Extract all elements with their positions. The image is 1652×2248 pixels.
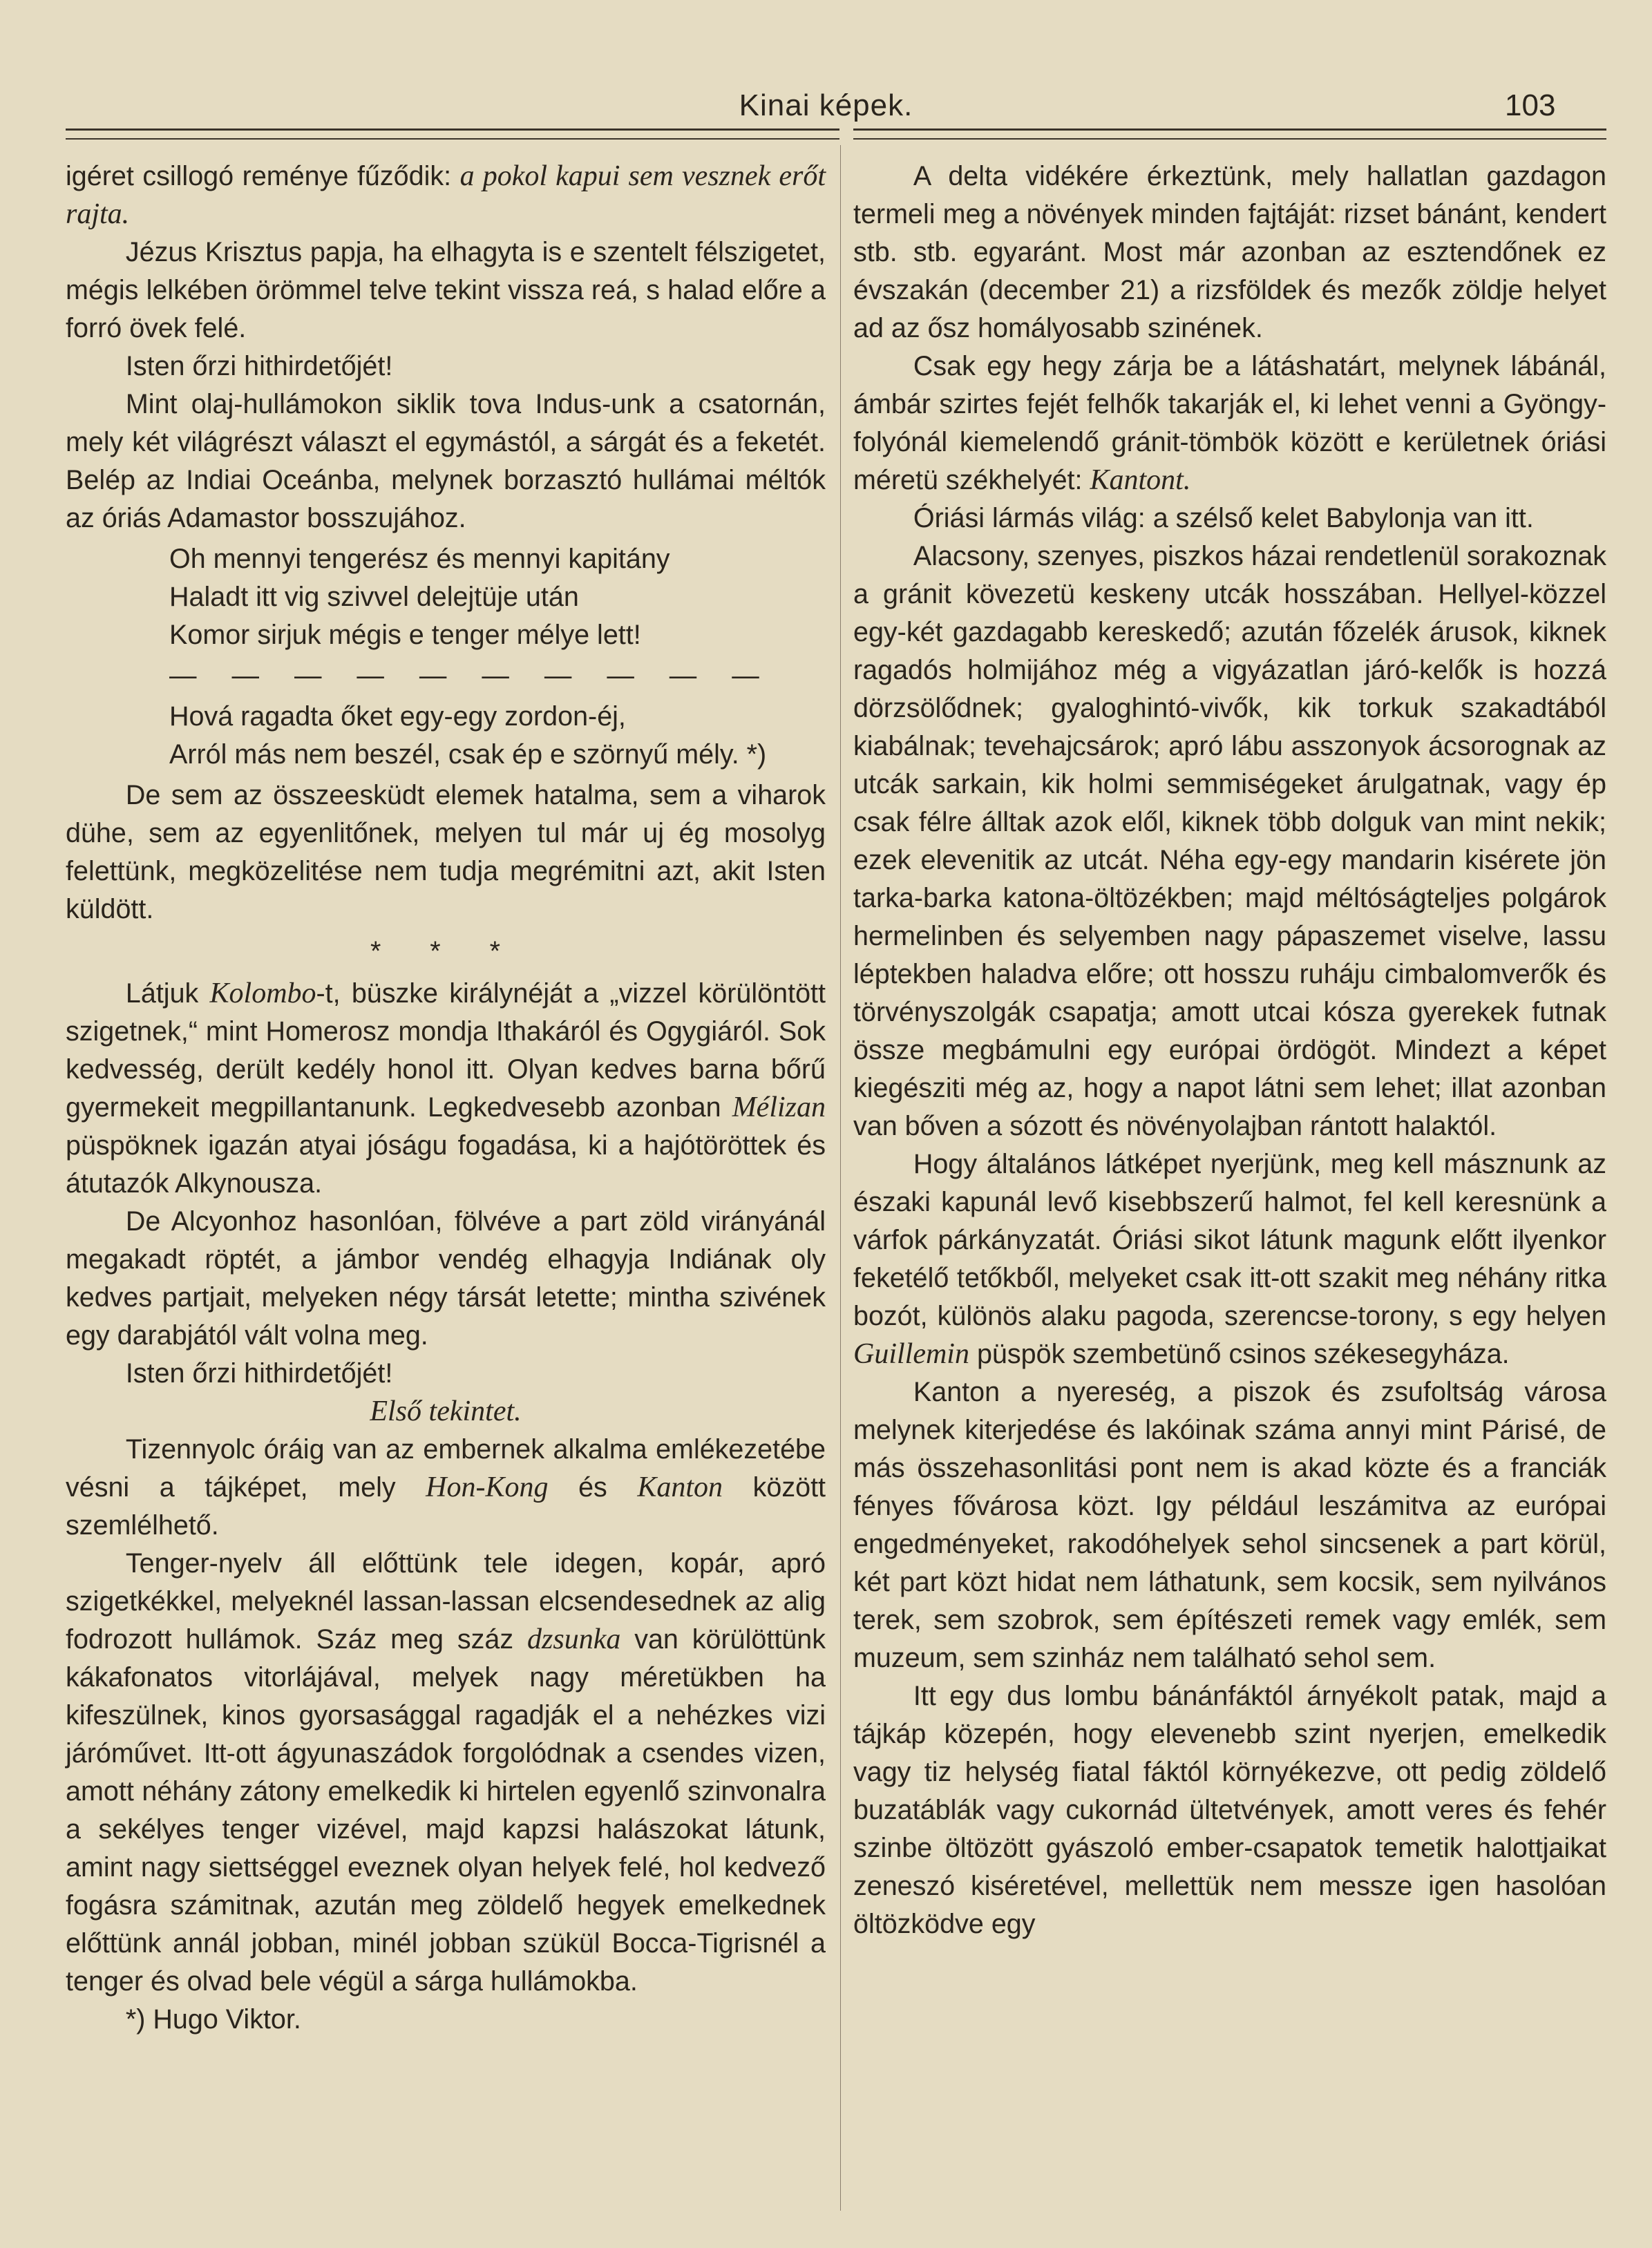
text-run: püspöknek igazán atyai jóságu fogadása, ki a hajótöröttek és átutazók Alkynousza.: [66, 1130, 826, 1199]
section-subtitle: [66, 1393, 826, 1431]
header-rule: [66, 128, 839, 131]
footnote: *) Hugo Viktor.: [125, 2004, 301, 2035]
paragraph: Isten őrzi hithirdetőjét!: [125, 351, 393, 381]
left-column: [66, 158, 826, 2039]
verse-stanza: [169, 698, 826, 774]
right-column: [853, 158, 1606, 1943]
paragraph: A delta vidékére érkeztünk, mely hallatlan gazdagon termeli meg a növények minden fajtáját: rizset bánánt, kendert stb. stb. egyaránt. Most már azonban az esztendőnek ez évszakán (december 21) a rizsföldek és mezők zöldje helyet ad az ősz homályosabb szinének.: [853, 161, 1606, 343]
paragraph: Jézus Krisztus papja, ha elhagyta is e szentelt félszigetet, mégis lelkében örömmel telve tekint vissza reá, s halad előre a forró övek felé.: [66, 237, 826, 343]
verse-line: Haladt itt vig szivvel delejtüje után: [169, 582, 579, 612]
italic-text: Mélizan: [732, 1092, 826, 1123]
paragraph: Mint olaj-hullámokon siklik tova Indus-unk a csatornán, mely két világrészt választ el egymástól, a sárgát és a feketét. Belép az Indiai Oceánba, melynek borzasztó hullámai méltók az óriás Adamastor bosszujához.: [66, 389, 826, 533]
text-run: van körülöttünk kákafonatos vitorlájával, melyek nagy méretükben ha kifeszülnek, kinos gyorsasággal ragadják el a nehézkes vizi járóművet. Itt-ott ágyunaszádok forgolódnak a csendes vizen, amott néhány zátony emelkedik ki hirtelen egyenlő szinvonalra a sekélyes tenger vizével, majd kapzsi halászokat látunk, amint nagy siettséggel eveznek olyan helyek felé, hol kedvező fogásra számitnak, azután meg zöldelő hegyek emelkednek előttünk annál jobban, minél jobban szükül Bocca-Tigrisnél a tenger és olvad bele végül a sárga hullámokba.: [66, 1624, 826, 1997]
page-number: 103: [1505, 88, 1556, 122]
text-run: püspök szembetünő csinos székesegyháza.: [969, 1339, 1510, 1369]
running-header-title: Kinai képek.: [739, 88, 913, 122]
italic-text: dzsunka: [527, 1623, 621, 1655]
section-stars: * * *: [370, 936, 522, 966]
paragraph: Itt egy dus lombu bánánfáktól árnyékolt patak, majd a tájkáp közepén, hogy elevenebb szint nyerjen, emelkedik vagy tiz helység fiatal fáktól környékezve, ott pedig zöldelő buzatáblák vagy cukornád ültetvények, amott veres és fehér szinbe öltözött gyászoló ember-csapatok temetik halottjaikat zeneszó kiséretével, mellettük nem messze igen hasolóan öltözködve egy: [853, 1681, 1606, 1939]
verse-line: Oh mennyi tengerész és mennyi kapitány: [169, 544, 670, 574]
text-run: között szemlélhető.: [66, 1472, 826, 1541]
column-divider: [840, 145, 841, 2211]
verse-separator: — — — — — — — — — —: [169, 660, 773, 691]
paragraph: [66, 158, 826, 234]
italic-text: Hon-Kong: [426, 1471, 549, 1503]
text-run: -t, büszke királynéját a „vizzel körülöntött szigetnek,“ mint Homerosz mondja Ithakáról és Ogygiáról. Sok kedvesség, derült kedély honol itt. Olyan kedves barna bőrű gyermekeit megpillantanunk. Legkedvesebb azonban: [66, 978, 826, 1123]
text-run: Tizennyolc óráig van az embernek alkalma emlékezetébe vésni a tájképet, mely: [66, 1434, 826, 1503]
header-rule: [853, 138, 1606, 140]
verse-line: Hová ragadta őket egy-egy zordon-éj,: [169, 701, 626, 732]
italic-text: Kanton: [637, 1471, 723, 1503]
italic-text: Kolombo: [209, 978, 316, 1009]
verse-stanza: [169, 540, 826, 654]
paragraph: Óriási lármás világ: a szélső kelet Babylonja van itt.: [913, 503, 1534, 533]
paragraph: [66, 1545, 826, 2001]
italic-text: Kantont.: [1090, 464, 1191, 496]
text-run: Látjuk: [125, 978, 210, 1009]
header-rule: [66, 138, 839, 140]
paragraph: [66, 975, 826, 1203]
paragraph: [853, 347, 1606, 499]
paragraph: Alacsony, szenyes, piszkos házai rendetlenül sorakoznak a gránit kövezetü keskeny utcák hosszában. Hellyel-közzel egy-két gazdagabb kereskedő; azután főzelék árusok, kiknek ragadós holmijához még a vigyázatlan járó-kelők is hozzá dörzsölődnek; gyaloghintó-vivők, kik torkuk szakadtából kiabálnak; tevehajcsárok; apró lábu asszonyok ácsorognak az utcák sarkain, kik holmi semmiségeket árulgatnak, vagy ép csak félre álltak azok elől, kiknek több dolguk van mint nekik; ezek elevenitik az utcát. Néha egy-egy mandarin kisérete jön tarka-barka katona-öltözékben; majd méltóságteljes polgárok hermelinben és selyemben nagy pápaszemet viselve, lassu léptekben haladva előre; ott hosszu ruháju cimbalomverők és törvényszolgák csapatja; amott utcai kósza gyerekek futnak össze megbámulni egy európai ördögöt. Mindezt a képet kiegésziti még az, hogy a napot látni sem lehet; illat azonban van bőven a sózott és növényolajban rántott halaktól.: [853, 541, 1606, 1141]
text-run: igéret csillogó reménye fűződik:: [66, 161, 460, 191]
paragraph: Kanton a nyereség, a piszok és zsufoltság városa melynek kiterjedése és lakóinak száma annyi mint Párisé, de más összehasonlitási pont nem is akad közte és a franciák fényes fővárosa közt. Igy például leszámitva az európai engedményeket, rakodóhelyek sehol sincsenek a part körül, két part közt hidat nem láthatunk, sem kocsik, sem nyilvános terek, sem szobrok, sem építészeti remek vagy emlék, sem muzeum, sem szinház nem található sehol sem.: [853, 1377, 1606, 1673]
paragraph: De Alcyonhoz hasonlóan, fölvéve a part zöld virányánál megakadt röptét, a jámbor vendég elhagyja Indiának oly kedves partjait, melyeken négy társát letette; mintha szivének egy darabjától vált volna meg.: [66, 1206, 826, 1351]
text-run: Csak egy hegy zárja be a látáshatárt, melynek lábánál, ámbár szirtes fejét felhők takarják el, ki lehet venni a Gyöngy-folyónál kiemelendő gránit-tömbök között e kerületnek óriási méretü székhelyét:: [853, 351, 1606, 495]
text-run: Hogy általános látképet nyerjünk, meg kell másznunk az északi kapunál levő kisebbszerű halmot, fel kell keresnünk a várfok párkányzatát. Óriási sikot látunk magunk előtt ilyenkor feketélő tetőkből, melyeket csak itt-ott szakit meg néhány ritka bozót, különös alaku pagoda, szerencse-torony, s egy helyen: [853, 1149, 1606, 1331]
text-run: és: [548, 1472, 638, 1503]
paragraph: De sem az összeesküdt elemek hatalma, sem a viharok dühe, sem az egyenlitőnek, melyen tul már uj ég mosolyg felettünk, megközelitése nem tudja megrémitni azt, akit Isten küldött.: [66, 780, 826, 924]
paragraph: Isten őrzi hithirdetőjét!: [125, 1358, 393, 1389]
header-rule: [853, 128, 1606, 131]
verse-line: Komor sirjuk mégis e tenger mélye lett!: [169, 620, 641, 650]
italic-text: Első tekintet.: [370, 1396, 522, 1427]
text-run: Tenger-nyelv áll előttünk tele idegen, kopár, apró szigetkékkel, melyeknél lassan-lassan elcsendesednek az alig fodrozott hullámok. Száz meg száz: [66, 1548, 826, 1655]
italic-text: a pokol kapui sem vesznek erőt rajta.: [66, 160, 826, 230]
verse-line: Arról más nem beszél, csak ép e szörnyű mély. *): [169, 739, 767, 770]
paragraph: [853, 1145, 1606, 1373]
italic-text: Guillemin: [853, 1338, 969, 1370]
paragraph: [66, 1431, 826, 1545]
